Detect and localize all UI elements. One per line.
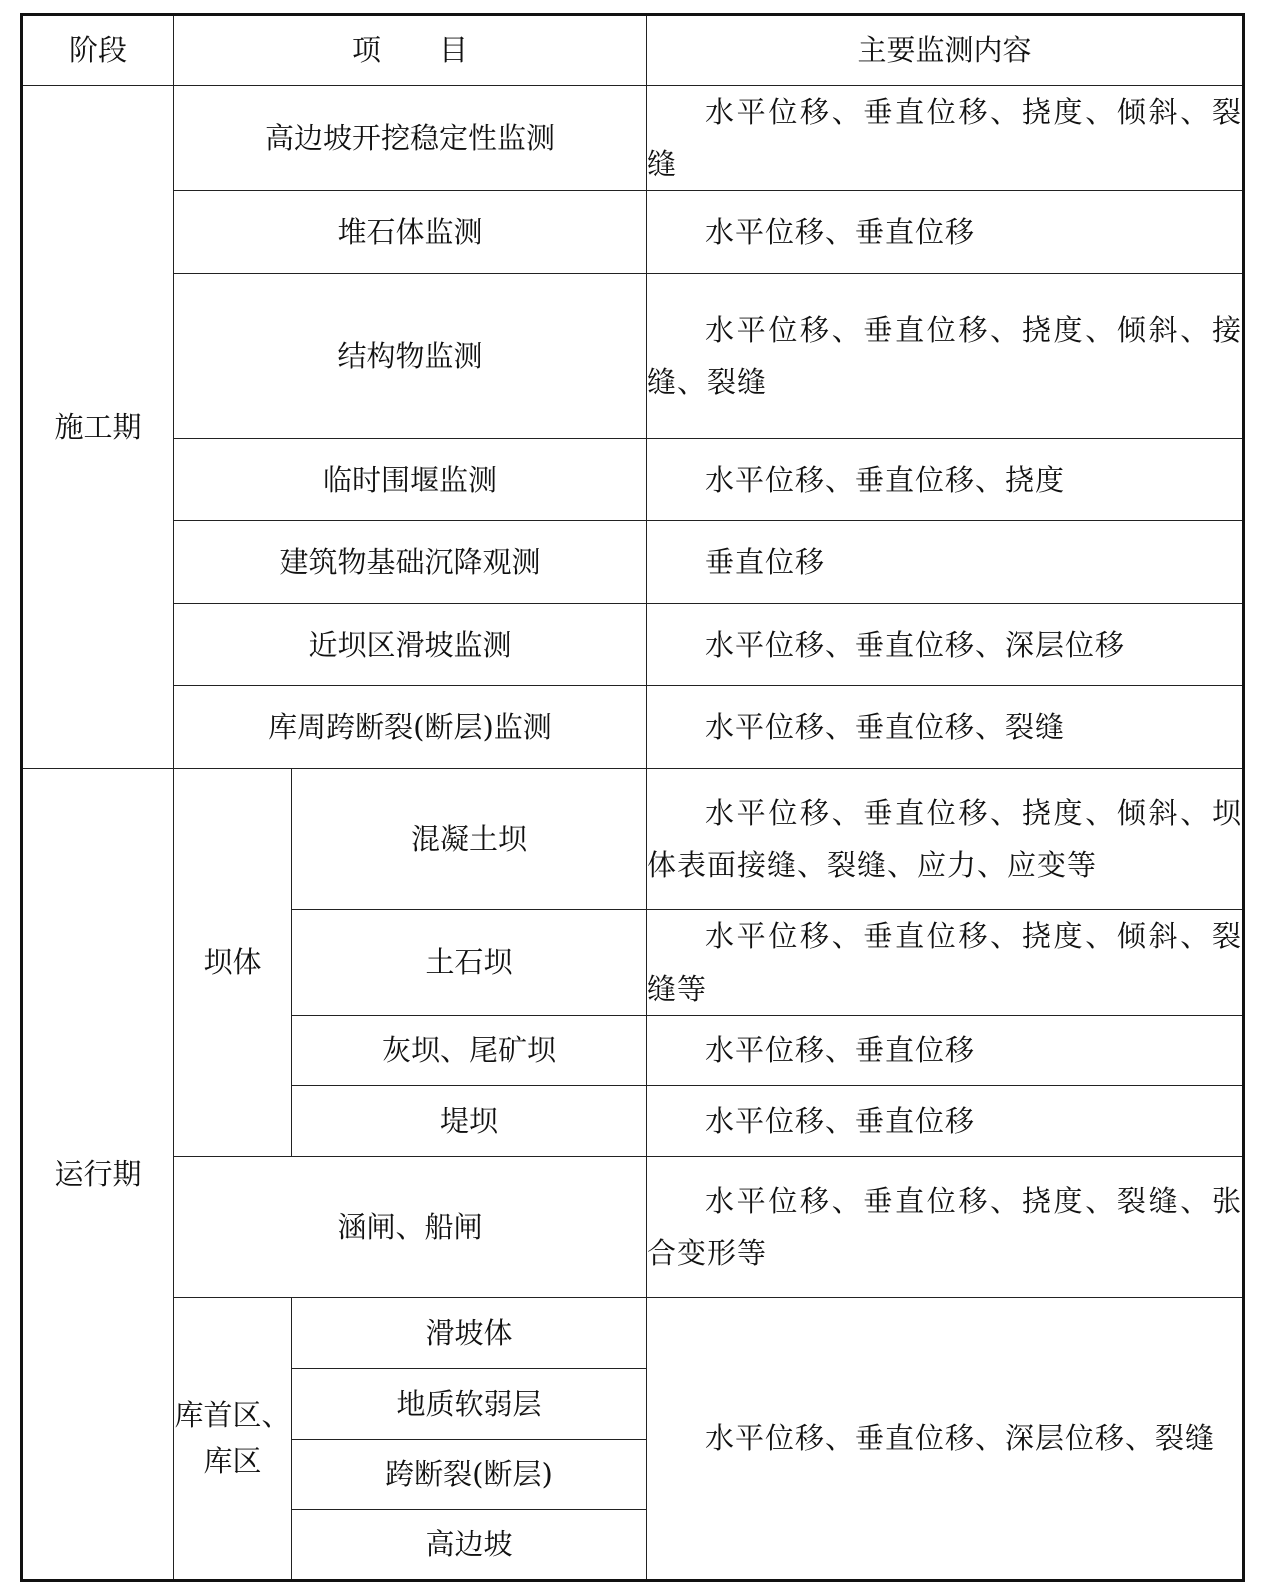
content-text: 水平位移、垂直位移、裂缝	[705, 710, 1066, 745]
content-cell	[647, 439, 1244, 521]
content-text: 水平位移、垂直位移	[705, 1103, 976, 1138]
monitoring-table	[20, 13, 1245, 1582]
item-cell: 库周跨断裂(断层)监测	[174, 686, 647, 769]
stage-construction: 施工期	[22, 86, 174, 769]
header-item-part-2: 目	[439, 33, 469, 68]
content-text: 水平位移、垂直位移	[705, 215, 976, 250]
content-text: 水平位移、垂直位移	[705, 1033, 976, 1068]
content-text: 水平位移、垂直位移、挠度、倾斜、坝体表面接缝、裂缝、应力、应变等	[647, 796, 1242, 883]
item-cell: 跨断裂(断层)	[292, 1439, 647, 1509]
stage-operation: 运行期	[22, 769, 174, 1580]
table-row	[22, 604, 1244, 686]
item-cell: 高边坡开挖稳定性监测	[174, 86, 647, 191]
header-stage: 阶段	[22, 15, 174, 86]
item-cell: 滑坡体	[292, 1297, 647, 1368]
table-row	[22, 439, 1244, 521]
content-text: 水平位移、垂直位移、挠度、倾斜、裂缝	[647, 95, 1242, 182]
item-cell: 混凝土坝	[292, 769, 647, 910]
table-row	[22, 191, 1244, 274]
item-cell: 堤坝	[292, 1085, 647, 1156]
table-row	[22, 86, 1244, 191]
dam-group-label: 坝体	[174, 769, 292, 1156]
header-content: 主要监测内容	[647, 15, 1244, 86]
content-text: 水平位移、垂直位移、深层位移	[705, 627, 1126, 662]
content-cell	[647, 1156, 1244, 1297]
content-cell	[647, 910, 1244, 1015]
header-item	[174, 15, 647, 86]
header-row	[22, 15, 1244, 86]
table-row	[22, 686, 1244, 769]
content-cell	[647, 86, 1244, 191]
content-cell	[647, 274, 1244, 439]
content-cell	[647, 604, 1244, 686]
item-cell: 堆石体监测	[174, 191, 647, 274]
content-cell	[647, 1015, 1244, 1085]
table-row	[22, 1297, 1244, 1368]
content-text: 水平位移、垂直位移、挠度、倾斜、接缝、裂缝	[647, 313, 1242, 400]
content-text: 水平位移、垂直位移、挠度	[705, 462, 1066, 497]
content-text: 水平位移、垂直位移、深层位移、裂缝	[705, 1421, 1216, 1456]
content-cell	[647, 1085, 1244, 1156]
table-row	[22, 769, 1244, 910]
item-cell: 结构物监测	[174, 274, 647, 439]
content-text: 水平位移、垂直位移、挠度、倾斜、裂缝等	[647, 919, 1242, 1006]
content-cell	[647, 686, 1244, 769]
reservoir-group-label: 库首区、库区	[174, 1297, 292, 1580]
item-cell: 近坝区滑坡监测	[174, 604, 647, 686]
item-cell: 灰坝、尾矿坝	[292, 1015, 647, 1085]
content-cell	[647, 1297, 1244, 1580]
content-cell	[647, 191, 1244, 274]
item-cell: 临时围堰监测	[174, 439, 647, 521]
item-cell: 高边坡	[292, 1509, 647, 1580]
item-cell: 土石坝	[292, 910, 647, 1015]
table-row	[22, 274, 1244, 439]
content-text: 水平位移、垂直位移、挠度、裂缝、张合变形等	[647, 1183, 1242, 1270]
table-row	[22, 521, 1244, 604]
content-text: 垂直位移	[705, 545, 826, 580]
item-cell: 地质软弱层	[292, 1368, 647, 1439]
content-cell	[647, 769, 1244, 910]
item-cell: 建筑物基础沉降观测	[174, 521, 647, 604]
item-cell: 涵闸、船闸	[174, 1156, 647, 1297]
content-cell	[647, 521, 1244, 604]
table-row	[22, 1156, 1244, 1297]
header-item-part-1: 项	[351, 33, 381, 68]
